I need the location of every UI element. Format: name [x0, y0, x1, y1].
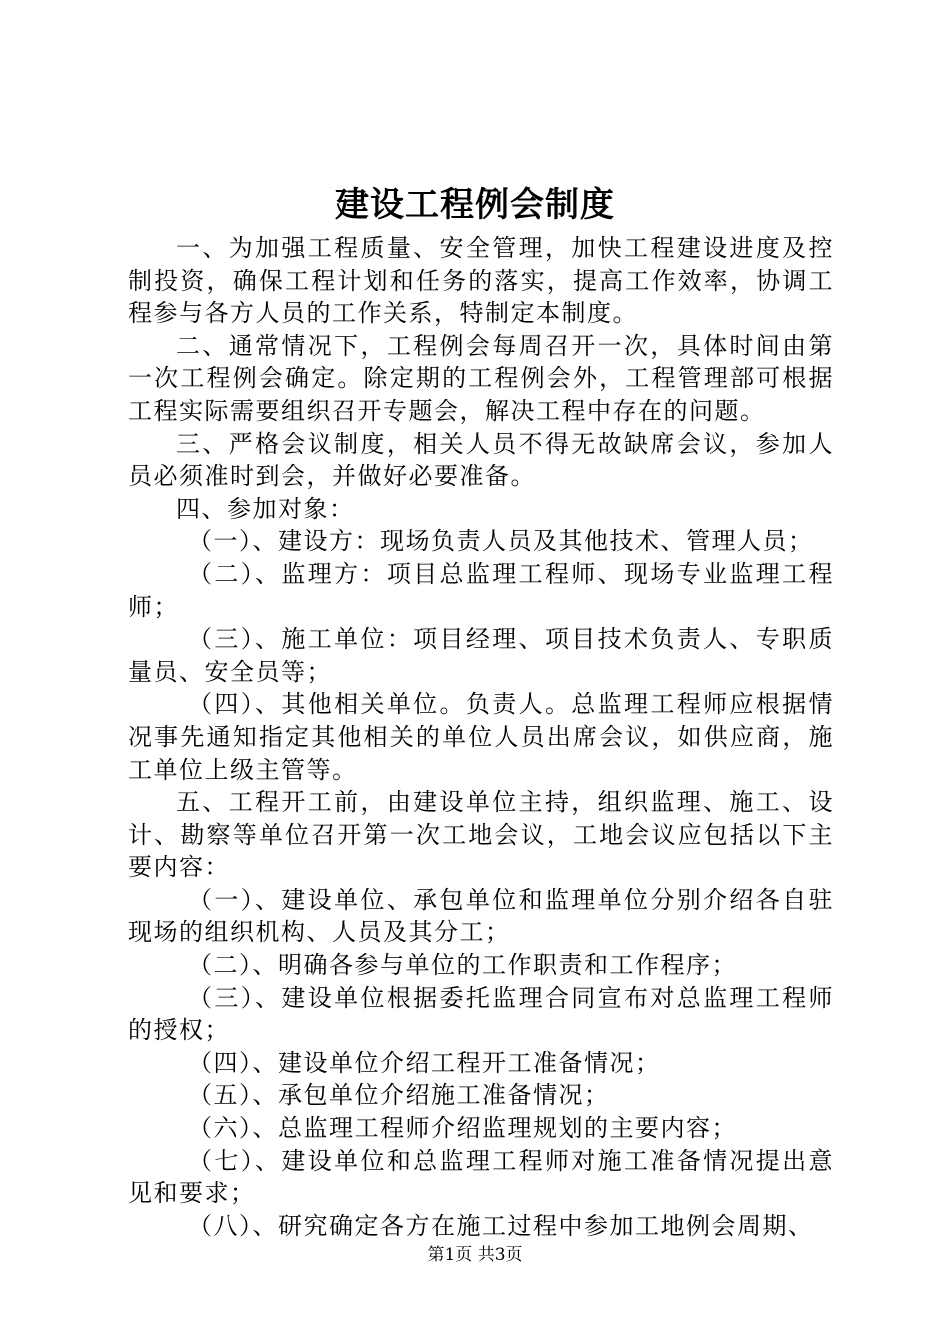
list-item: （一）、建设方：现场负责人员及其他技术、管理人员； — [188, 527, 814, 556]
list-item: （三）、施工单位：项目经理、项目技术负责人、专职质量员、安全员等； — [128, 625, 834, 686]
list-item: （六）、总监理工程师介绍监理规划的主要内容； — [188, 1114, 737, 1143]
paragraph-5: 五、工程开工前，由建设单位主持，组织监理、施工、设计、勘察等单位召开第一次工地会议，工地会议应包括以下主要内容： — [128, 788, 834, 882]
document-body — [128, 232, 834, 1242]
document-title: 建设工程例会制度 — [335, 185, 615, 225]
page-footer: 第1页 共3页 — [427, 1245, 523, 1265]
paragraph-2: 二、通常情况下，工程例会每周召开一次，具体时间由第一次工程例会确定。除定期的工程例会外，工程管理部可根据工程实际需要组织召开专题会，解决工程中存在的问题。 — [128, 331, 834, 425]
list-item: （七）、建设单位和总监理工程师对施工准备情况提出意见和要求； — [128, 1146, 834, 1208]
list-item: （一）、建设单位、承包单位和监理单位分别介绍各自驻现场的组织机构、人员及其分工； — [128, 885, 834, 947]
list-item: （二）、明确各参与单位的工作职责和工作程序； — [188, 951, 737, 980]
list-item: （五）、承包单位介绍施工准备情况； — [188, 1081, 610, 1110]
list-item: （四）、建设单位介绍工程开工准备情况； — [188, 1048, 661, 1077]
paragraph-1: 一、为加强工程质量、安全管理，加快工程建设进度及控制投资，确保工程计划和任务的落实，提高工作效率，协调工程参与各方人员的工作关系，特制定本制度。 — [128, 234, 834, 328]
list-item: （三）、建设单位根据委托监理合同宣布对总监理工程师的授权； — [128, 983, 834, 1045]
paragraph-4: 四、参加对象： — [176, 494, 355, 523]
list-item: （二）、监理方：项目总监理工程师、现场专业监理工程师； — [128, 559, 834, 621]
paragraph-3: 三、严格会议制度，相关人员不得无故缺席会议，参加人员必须准时到会，并做好必要准备。 — [128, 429, 834, 491]
list-item: （八）、研究确定各方在施工过程中参加工地例会周期、 — [188, 1211, 814, 1240]
list-item: （四）、其他相关单位。负责人。总监理工程师应根据情况事先通知指定其他相关的单位人员出席会议，如供应商，施工单位上级主管等。 — [128, 690, 834, 784]
